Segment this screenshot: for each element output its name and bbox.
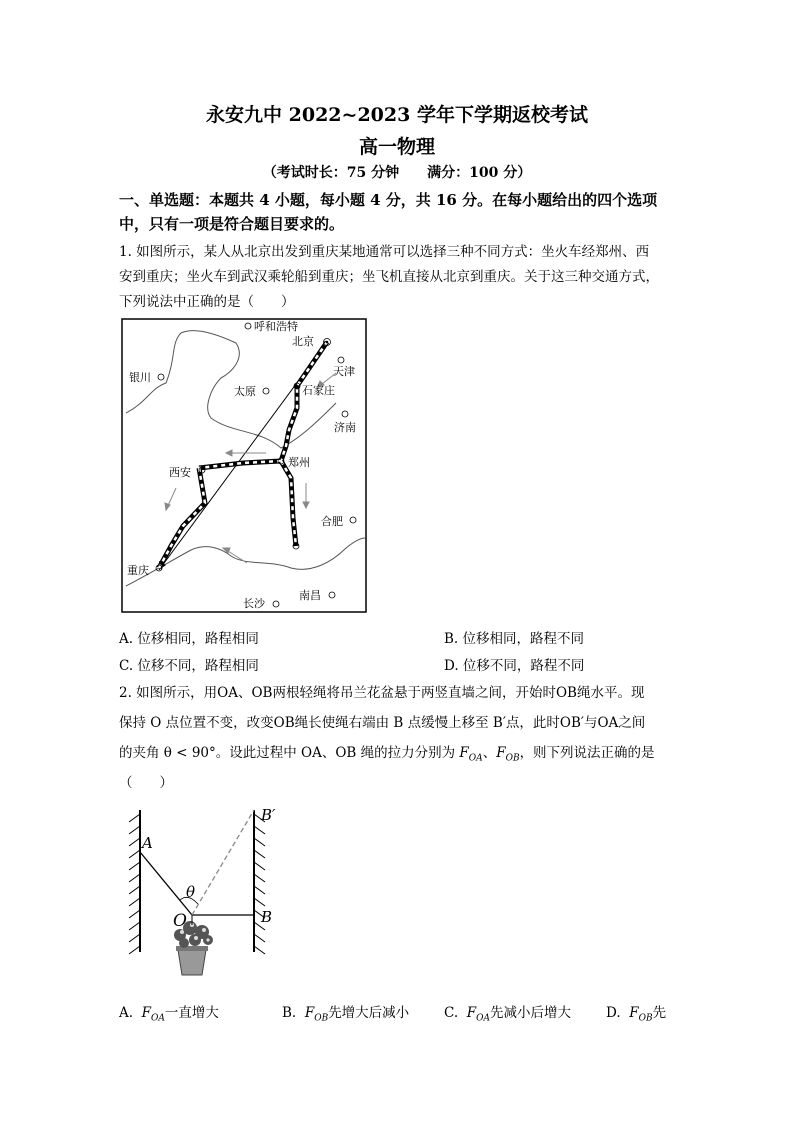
q2-rope-figure <box>120 800 290 980</box>
q1-option-b[interactable]: B. 位移相同，路程不同 <box>444 631 585 647</box>
city-changsha: 长沙 <box>243 597 265 610</box>
q2-option-c[interactable]: C. $F_{OA}$先减小后增大 <box>444 1005 571 1024</box>
city-jinan: 济南 <box>334 421 356 434</box>
city-zhengzhou: 郑州 <box>288 456 310 469</box>
force-ob-symbol: $F_{OB}$ <box>496 745 520 764</box>
q2-stem-line3-b: ，则下列说法正确的是 <box>519 745 655 761</box>
exam-info: （考试时长：75 分钟 满分：100 分） <box>262 165 532 181</box>
label-b-prime: B′ <box>261 806 276 824</box>
q2-option-b[interactable]: B. $F_{OB}$先增大后减小 <box>282 1005 410 1024</box>
rope-ob-prime <box>192 810 254 915</box>
q2-stem-line3-a: 的夹角 θ < 90°。设此过程中 OA、OB 绳的拉力分别为 <box>119 745 460 761</box>
q2-option-d[interactable]: D. $F_{OB}$先 <box>606 1005 667 1024</box>
q1-option-d[interactable]: D. 位移不同，路程不同 <box>444 658 585 674</box>
q1-option-c[interactable]: C. 位移不同，路程相同 <box>119 658 259 674</box>
city-xian: 西安 <box>169 466 191 479</box>
rope-oa <box>140 852 192 915</box>
q2-stem-line3: 的夹角 θ < 90°。设此过程中 OA、OB 绳的拉力分别为 $F_{OA}$、$F_{OB}$，则下列说法正确的是 <box>119 745 655 764</box>
force-oa-symbol: $F_{OA}$ <box>459 745 483 764</box>
label-theta: θ <box>186 883 196 901</box>
section-heading-line2: 中，只有一项是符合题目要求的。 <box>119 215 345 233</box>
label-b: B <box>261 908 273 926</box>
city-hohhot: 呼和浩特 <box>254 320 298 333</box>
q2-stem-line4: （ ） <box>119 775 173 791</box>
q1-stem-line2: 安到重庆；坐火车到武汉乘轮船到重庆；坐飞机直接从北京到重庆。关于这三种交通方式， <box>119 269 659 285</box>
city-yinchuan: 银川 <box>129 371 151 384</box>
label-a: A <box>142 834 153 852</box>
exam-subject: 高一物理 <box>358 136 435 158</box>
section-heading-line1: 一、单选题：本题共 4 小题，每小题 4 分，共 16 分。在每小题给出的四个选项 <box>119 191 658 209</box>
q1-stem-line1: 1. 如图所示，某人从北京出发到重庆某地通常可以选择三种不同方式：坐火车经郑州、西 <box>119 244 650 260</box>
city-beijing: 北京 <box>292 335 314 348</box>
city-taiyuan: 太原 <box>234 385 256 398</box>
q1-route-map <box>121 318 367 613</box>
city-nanchang: 南昌 <box>299 589 321 602</box>
city-chongqing: 重庆 <box>127 564 149 577</box>
city-hefei: 合肥 <box>321 515 343 528</box>
q2-option-a[interactable]: A. $F_{OA}$一直增大 <box>119 1005 219 1024</box>
q2-stem-line1: 2. 如图所示，用OA、OB两根轻绳将吊兰花盆悬于两竖直墙之间，开始时OB绳水平。现 <box>119 685 645 701</box>
q2-stem-line2: 保持 O 点位置不变，改变OB绳长使绳右端由 B 点缓慢上移至 B′点，此时OB′与OA之间 <box>119 715 646 731</box>
left-wall-hatch <box>129 814 140 954</box>
right-wall-hatch <box>254 814 265 954</box>
city-tianjin: 天津 <box>333 365 355 378</box>
label-o: O <box>173 911 187 931</box>
exam-title: 永安九中 2022~2023 学年下学期返校考试 <box>206 104 588 126</box>
q1-option-a[interactable]: A. 位移相同，路程相同 <box>119 631 259 647</box>
city-shijiazhuang: 石家庄 <box>302 384 335 397</box>
q1-stem-line3: 下列说法中正确的是（ ） <box>119 294 295 310</box>
